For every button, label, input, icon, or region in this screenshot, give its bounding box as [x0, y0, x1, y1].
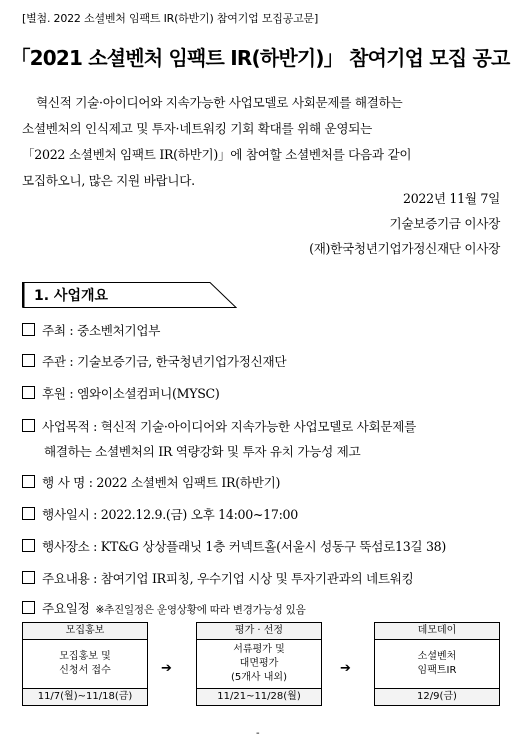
flow-step-footer: 11/7(월)~11/18(금) — [23, 688, 147, 705]
checkbox-icon — [22, 571, 35, 584]
flow-step-body — [23, 640, 147, 688]
checkbox-icon — [22, 539, 35, 552]
intro-paragraph — [22, 90, 500, 194]
checkbox-icon — [22, 323, 35, 336]
checkbox-icon — [22, 419, 35, 432]
page-number-mark: - — [256, 728, 260, 739]
item-contents — [22, 568, 414, 587]
schedule-note: ※추진일정은 운영상황에 따라 변경가능성 있음 — [95, 604, 306, 616]
item-text: 사업목적 : 혁신적 기술·아이디어와 지속가능한 사업모델로 사회문제를 — [42, 419, 416, 434]
intro-line: 「2022 소셜벤처 임팩트 IR(하반기)」에 참여할 소셜벤처를 다음과 같이 — [22, 147, 412, 162]
item-text: 주요내용 : 참여기업 IR피칭, 우수기업 시상 및 투자기관과의 네트워킹 — [42, 571, 414, 586]
flow-step-header: 모집홍보 — [23, 623, 147, 640]
checkbox-icon — [22, 475, 35, 488]
flow-step-header: 데모데이 — [375, 623, 499, 640]
flow-step-header: 평가 · 선정 — [197, 623, 321, 640]
checkbox-icon — [22, 386, 35, 399]
flow-step-footer: 11/21~11/28(월) — [197, 688, 321, 705]
page-title: 「2021 소셜벤처 임팩트 IR(하반기)」 참여기업 모집 공고 — [10, 46, 510, 70]
item-text-continued: 해결하는 소셜벤처의 IR 역량강화 및 투자 유치 가능성 제고 — [44, 444, 361, 459]
flow-step-body — [375, 640, 499, 688]
announcement-date: 2022년 11월 7일 — [403, 191, 500, 206]
item-text: 행사장소 : KT&G 상상플래닛 1층 커넥트홀(서울시 성동구 뚝섬로13길 38) — [42, 539, 447, 554]
arrow-right-icon: ➔ — [161, 661, 172, 676]
item-text: 행 사 명 : 2022 소셜벤처 임팩트 IR(하반기) — [42, 475, 281, 490]
flow-step-body-line: 소셜벤처 — [417, 651, 457, 662]
arrow-right-icon: ➔ — [340, 661, 351, 676]
checkbox-icon — [22, 507, 35, 520]
signer-kibo: 기술보증기금 이사장 — [389, 216, 500, 231]
intro-line: 혁신적 기술·아이디어와 지속가능한 사업모델로 사회문제를 해결하는 — [36, 95, 403, 110]
item-event-name — [22, 472, 280, 491]
item-sponsor — [22, 383, 220, 402]
item-text: 주관 : 기술보증기금, 한국청년기업가정신재단 — [42, 354, 287, 369]
item-event-place — [22, 536, 446, 555]
flow-step-recruit — [22, 622, 148, 706]
flow-step-footer: 12/9(금) — [375, 688, 499, 705]
item-text: 주요일정 — [42, 601, 90, 616]
item-text: 후원 : 엠와이소셜컴퍼니(MYSC) — [42, 386, 220, 401]
item-schedule — [22, 598, 306, 617]
item-event-date — [22, 504, 298, 523]
flow-step-body-line: 대면평가 — [239, 658, 279, 669]
item-text: 행사일시 : 2022.12.9.(금) 오후 14:00~17:00 — [42, 507, 298, 522]
checkbox-icon — [22, 601, 35, 614]
section-header — [22, 282, 237, 308]
flow-step-body-line: 모집홍보 및 — [59, 651, 111, 662]
item-purpose — [22, 416, 416, 460]
intro-line: 모집하오니, 많은 지원 바랍니다. — [22, 173, 195, 188]
flow-step-evaluation — [196, 622, 322, 706]
signer-kosme: (재)한국청년기업가정신재단 이사장 — [309, 241, 500, 256]
flow-step-body — [197, 640, 321, 688]
flow-step-body-line: 임팩트IR — [417, 665, 457, 676]
signature-block — [309, 186, 500, 261]
item-host — [22, 320, 160, 339]
checkbox-icon — [22, 354, 35, 367]
flow-step-demoday — [374, 622, 500, 706]
intro-line: 소셜벤처의 인식제고 및 투자·네트워킹 기회 확대를 위해 운영되는 — [22, 121, 372, 136]
flow-step-body-line: 서류평가 및 — [233, 644, 285, 655]
flow-step-body-line: (5개사 내외) — [231, 672, 287, 683]
attachment-label: [별첨. 2022 소셜벤처 임팩트 IR(하반기) 참여기업 모집공고문] — [22, 12, 319, 25]
item-text: 주최 : 중소벤처기업부 — [42, 323, 161, 338]
section-title: 1. 사업개요 — [34, 288, 109, 304]
item-organizer — [22, 351, 286, 370]
flow-step-body-line: 신청서 접수 — [59, 665, 111, 676]
